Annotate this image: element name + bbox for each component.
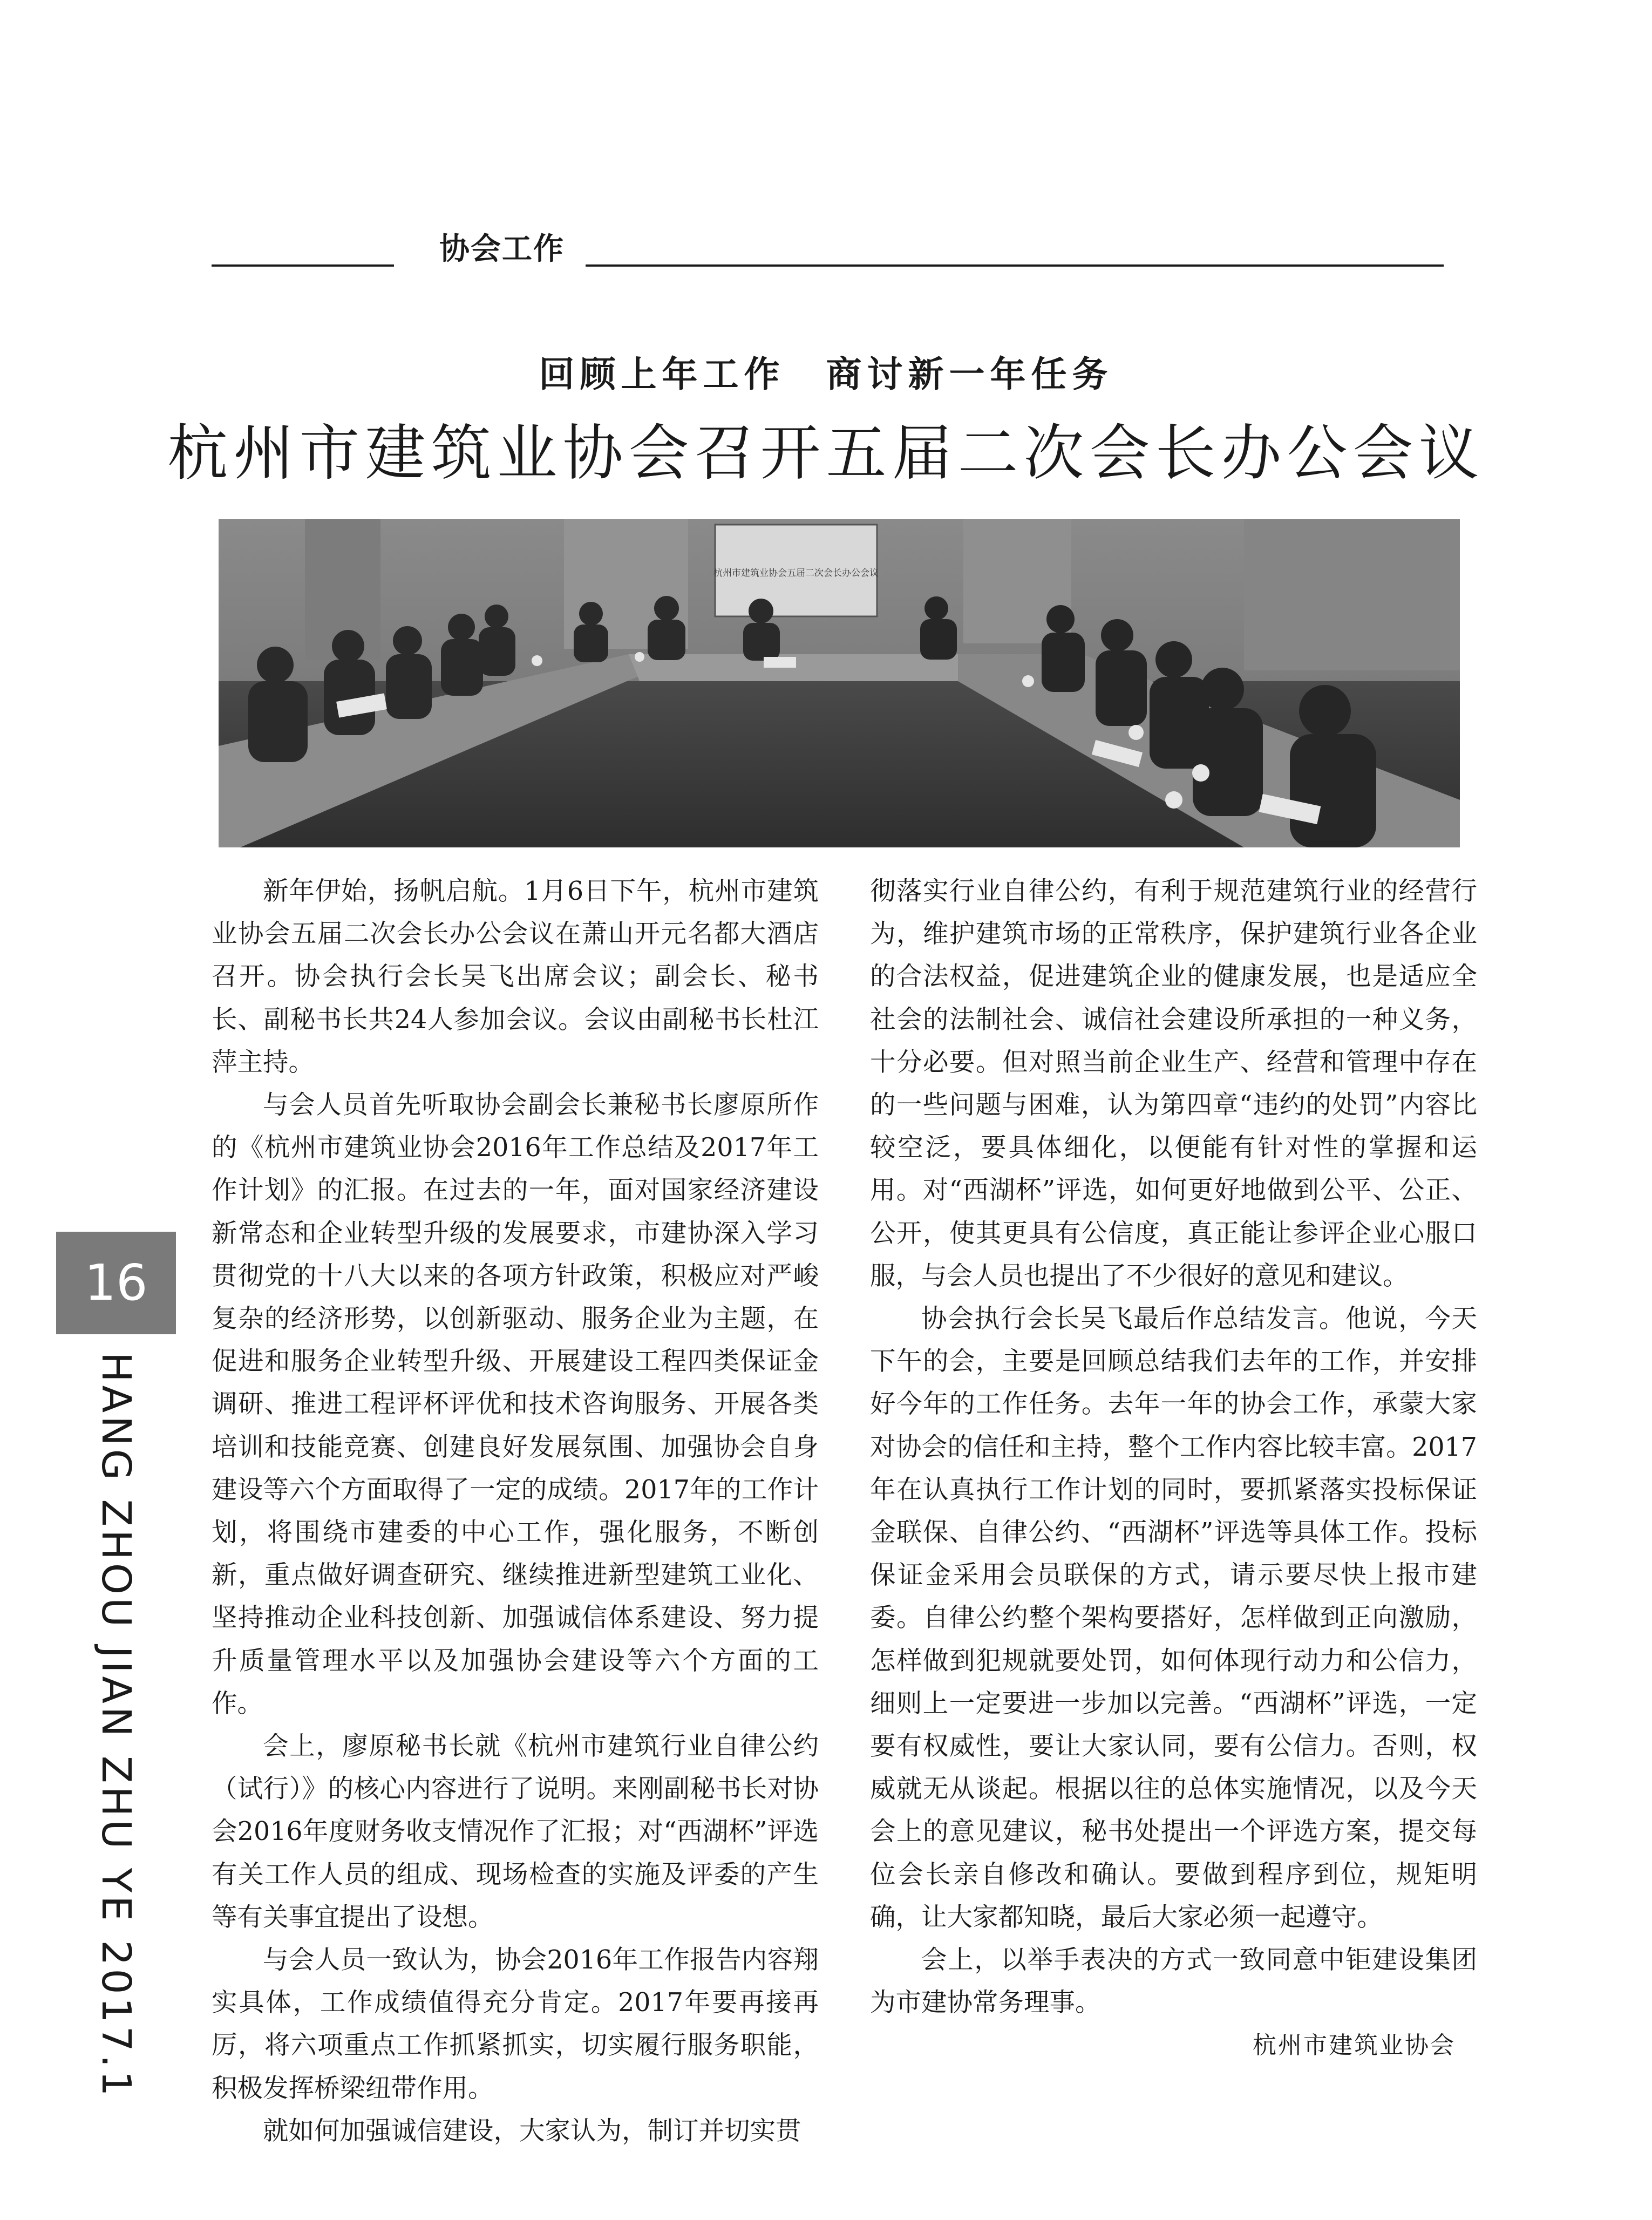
paragraph: 彻落实行业自律公约，有利于规范建筑行业的经营行为，维护建筑市场的正常秩序，保护建筑行业各企业的合法权益，促进建筑企业的健康发展，也是适应全社会的法制社会、诚信社会建设所承担的一种义务，十分必要。但对照当前企业生产、经营和管理中存在的一些问题与困难，认为第四章“违约的处罚”内容比较空泛，要具体细化，以便能有针对性的掌握和运用。对“西湖杯”评选，如何更好地做到公平、公正、公开，使其更具有公信度，真正能让参评企业心服口服，与会人员也提出了不少很好的意见和建议。 bbox=[870, 877, 1477, 1291]
paragraph: 新年伊始，扬帆启航。1月6日下午，杭州市建筑业协会五届二次会长办公会议在萧山开元名都大酒店召开。协会执行会长吴飞出席会议；副会长、秘书长、副秘书长共24人参加会议。会议由副秘书长杜江萍主持。 bbox=[212, 877, 819, 1077]
paragraph: 与会人员一致认为，协会2016年工作报告内容翔实具体，工作成绩值得充分肯定。2017年要再接再厉，将六项重点工作抓紧抓实，切实履行服务职能，积极发挥桥梁纽带作用。 bbox=[212, 1945, 819, 2103]
article-column-right bbox=[870, 870, 1477, 2067]
paragraph: 会上，廖原秘书长就《杭州市建筑行业自律公约（试行）》的核心内容进行了说明。来刚副秘书长对协会2016年度财务收支情况作了汇报；对“西湖杯”评选有关工作人员的组成、现场检查的实施及评委的产生等有关事宜提出了设想。 bbox=[212, 1732, 819, 1932]
journal-name: HANG ZHOU JIAN ZHU YE 2017.1 bbox=[93, 1352, 139, 2100]
article-title: 杭州市建筑业协会召开五届二次会长办公会议 bbox=[167, 418, 1485, 488]
paragraph: 就如何加强诚信建设，大家认为，制订并切实贯 bbox=[263, 2116, 801, 2146]
article-subtitle: 回顾上年工作 商讨新一年任务 bbox=[539, 354, 1113, 395]
paragraph: 与会人员首先听取协会副会长兼秘书长廖原所作的《杭州市建筑业协会2016年工作总结及2017年工作计划》的汇报。在过去的一年，面对国家经济建设新常态和企业转型升级的发展要求，市建协深入学习贯彻党的十八大以来的各项方针政策，积极应对严峻复杂的经济形势，以创新驱动、服务企业为主题，在促进和服务企业转型升级、开展建设工程四类保证金调研、推进工程评杯评优和技术咨询服务、开展各类培训和技能竞赛、创建良好发展氛围、加强协会自身建设等六个方面取得了一定的成绩。2017年的工作计划，将围绕市建委的中心工作，强化服务，不断创新，重点做好调查研究、继续推进新型建筑工业化、坚持推动企业科技创新、加强诚信体系建设、努力提升质量管理水平以及加强协会建设等六个方面的工作。 bbox=[212, 1090, 819, 1719]
header-rule-left bbox=[212, 264, 394, 267]
article-signature: 杭州市建筑业协会 bbox=[1253, 2032, 1456, 2060]
article-column-left bbox=[212, 870, 819, 2153]
photo-banner-text: 杭州市建筑业协会五届二次会长办公会议 bbox=[713, 568, 879, 578]
page-number: 16 bbox=[56, 1232, 176, 1334]
meeting-photo bbox=[219, 519, 1460, 847]
paragraph: 会上，以举手表决的方式一致同意中钜建设集团为市建协常务理事。 bbox=[870, 1945, 1477, 2018]
header-rule-right bbox=[586, 264, 1444, 267]
paragraph: 协会执行会长吴飞最后作总结发言。他说，今天下午的会，主要是回顾总结我们去年的工作，并安排好今年的工作任务。去年一年的协会工作，承蒙大家对协会的信任和主持，整个工作内容比较丰富。2017年在认真执行工作计划的同时，要抓紧落实投标保证金联保、自律公约、“西湖杯”评选等具体工作。投标保证金采用会员联保的方式，请示要尽快上报市建委。自律公约整个架构要搭好，怎样做到正向激励，怎样做到犯规就要处罚，如何体现行动力和公信力，细则上一定要进一步加以完善。“西湖杯”评选，一定要有权威性，要让大家认同，要有公信力。否则，权威就无从谈起。根据以往的总体实施情况，以及今天会上的意见建议，秘书处提出一个评选方案，提交每位会长亲自修改和确认。要做到程序到位，规矩明确，让大家都知晓，最后大家必须一起遵守。 bbox=[870, 1304, 1477, 1932]
section-label: 协会工作 bbox=[439, 232, 565, 267]
